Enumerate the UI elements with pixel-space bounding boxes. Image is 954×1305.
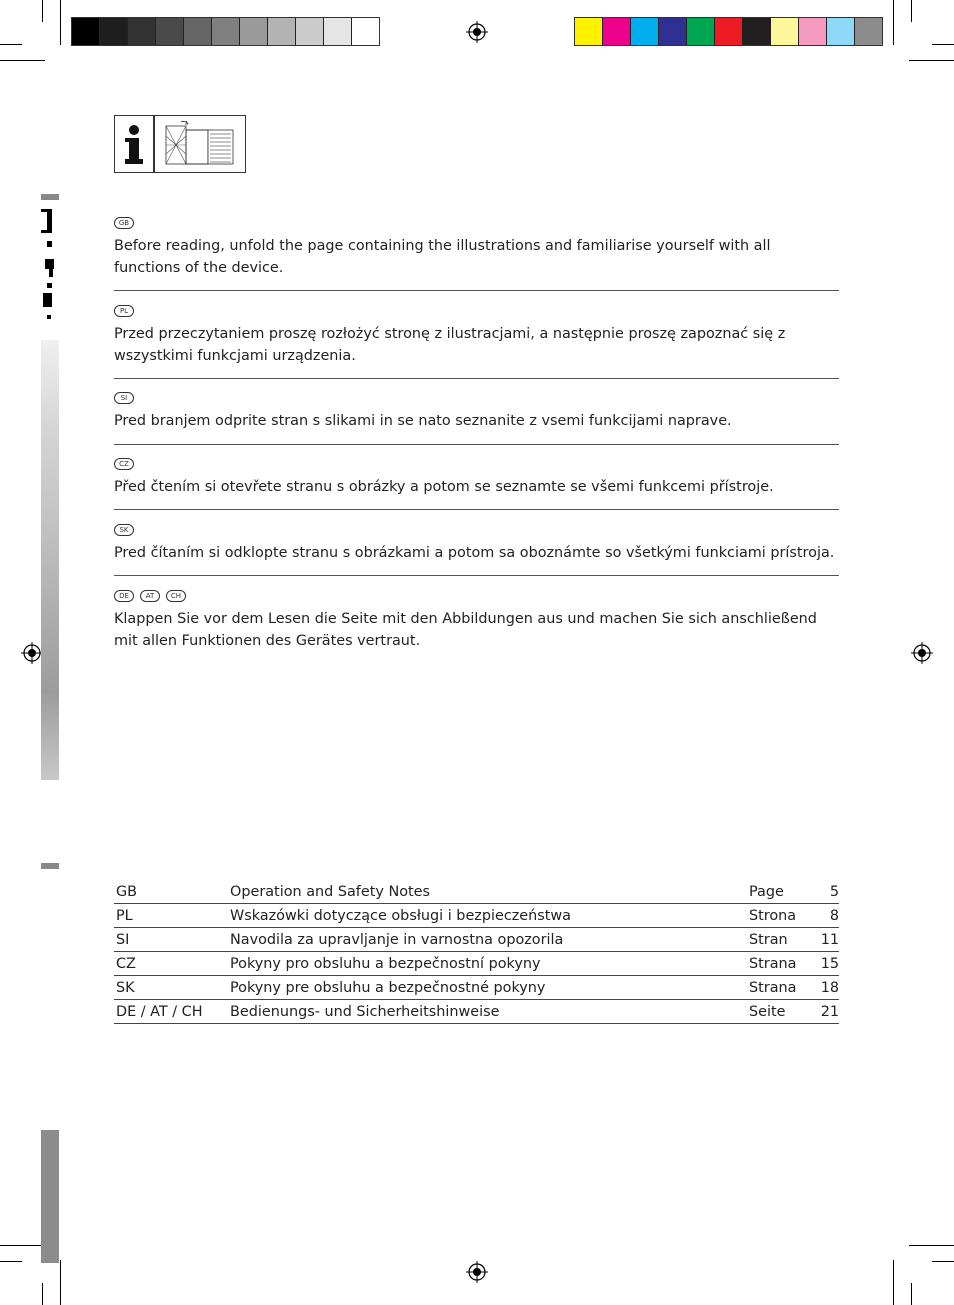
divider (114, 575, 839, 576)
section-text: Before reading, unfold the page containing the illustrations and familiarise yourself with all functions of the device. (114, 238, 771, 276)
section-text: Klappen Sie vor dem Lesen die Seite mit den Abbildungen aus und machen Sie sich anschließend mit allen Funktionen des Gerätes vertraut. (114, 611, 817, 649)
lang-badge: GB (114, 217, 134, 229)
toc-page-label: Strana (749, 955, 797, 972)
lang-badge: CZ (114, 458, 134, 470)
toc-title: Operation and Safety Notes (230, 883, 431, 900)
gray-swatch (352, 18, 379, 45)
divider (114, 509, 839, 510)
toc-page-label: Strona (749, 907, 797, 924)
toc-row[interactable] (114, 952, 839, 976)
gray-swatch (324, 18, 352, 45)
toc-page-number: 18 (820, 979, 839, 996)
toc-title: Pokyny pre obsluhu a bezpečnostné pokyny (230, 979, 546, 996)
gray-swatch (184, 18, 212, 45)
color-swatch (743, 18, 771, 45)
section-gb (114, 216, 839, 279)
gray-swatch (268, 18, 296, 45)
section-text: Před čtením si otevřete stranu s obrázky a potom se seznamte se všemi funkcemi přístroje. (114, 479, 774, 495)
toc-row[interactable] (114, 904, 839, 928)
registration-mark-right-icon (911, 642, 933, 664)
color-swatch (771, 18, 799, 45)
section-text: Pred čítaním si odklopte stranu s obrázkami a potom sa oboznámte so všetkými funkciami prístroja. (114, 545, 835, 561)
table-of-contents (114, 880, 839, 1024)
toc-title: Bedienungs- und Sicherheitshinweise (230, 1003, 500, 1020)
toc-row[interactable] (114, 1000, 839, 1024)
gray-swatch (240, 18, 268, 45)
registration-mark-top-icon (466, 21, 488, 43)
lang-badge: DE (114, 590, 134, 602)
color-swatch (715, 18, 743, 45)
toc-lang: SI (116, 931, 130, 948)
toc-lang: PL (116, 907, 133, 924)
color-swatch (603, 18, 631, 45)
gray-swatch (296, 18, 324, 45)
gray-swatch (128, 18, 156, 45)
grayscale-bar (71, 17, 380, 46)
color-swatch (827, 18, 855, 45)
toc-row[interactable] (114, 976, 839, 1000)
registration-mark-bottom-icon (466, 1261, 488, 1283)
toc-lang: GB (116, 883, 138, 900)
section-text: Przed przeczytaniem proszę rozłożyć stronę z ilustracjami, a następnie proszę zapoznać się z wszystkimi funkcjami urządzenia. (114, 326, 786, 364)
toc-title: Wskazówki dotyczące obsługi i bezpieczeństwa (230, 907, 572, 924)
unfold-page-icon (155, 116, 245, 172)
toc-lang: DE / AT / CH (116, 1003, 203, 1020)
toc-page-number: 15 (820, 955, 839, 972)
gray-swatch (72, 18, 100, 45)
color-swatch (799, 18, 827, 45)
section-de-at-ch (114, 589, 839, 652)
section-sk (114, 523, 839, 564)
toc-title: Navodila za upravljanje in varnostna opozorila (230, 931, 564, 948)
toc-page-number: 8 (829, 907, 839, 924)
gray-swatch (212, 18, 240, 45)
divider (114, 444, 839, 445)
lang-badge: SI (114, 392, 134, 404)
lang-badge: CH (166, 590, 186, 602)
toc-row[interactable] (114, 880, 839, 904)
lang-badge: AT (140, 590, 160, 602)
toc-title: Pokyny pro obsluhu a bezpečnostní pokyny (230, 955, 541, 972)
side-barcode-icon (41, 207, 59, 331)
section-cz (114, 457, 839, 498)
info-icon-box (114, 115, 154, 173)
lang-badge: SK (114, 524, 134, 536)
section-si (114, 391, 839, 432)
toc-page-number: 11 (820, 931, 839, 948)
registration-mark-left-icon (21, 642, 43, 664)
info-i-icon (115, 116, 153, 172)
toc-page-label: Page (749, 883, 784, 900)
color-bar (574, 17, 883, 46)
toc-lang: CZ (116, 955, 136, 972)
toc-page-label: Stran (749, 931, 788, 948)
color-swatch (575, 18, 603, 45)
gray-swatch (156, 18, 184, 45)
lang-badge: PL (114, 305, 134, 317)
unfold-icon-box (154, 115, 246, 173)
divider (114, 378, 839, 379)
toc-row[interactable] (114, 928, 839, 952)
divider (114, 290, 839, 291)
color-swatch (687, 18, 715, 45)
toc-page-label: Strana (749, 979, 797, 996)
gray-swatch (100, 18, 128, 45)
color-swatch (631, 18, 659, 45)
toc-page-number: 5 (829, 883, 839, 900)
toc-page-label: Seite (749, 1003, 786, 1020)
color-swatch (659, 18, 687, 45)
toc-lang: SK (116, 979, 135, 996)
section-text: Pred branjem odprite stran s slikami in se nato seznanite z vsemi funkcijami naprave. (114, 413, 732, 429)
section-pl (114, 304, 839, 367)
color-swatch (855, 18, 882, 45)
toc-page-number: 21 (820, 1003, 839, 1020)
